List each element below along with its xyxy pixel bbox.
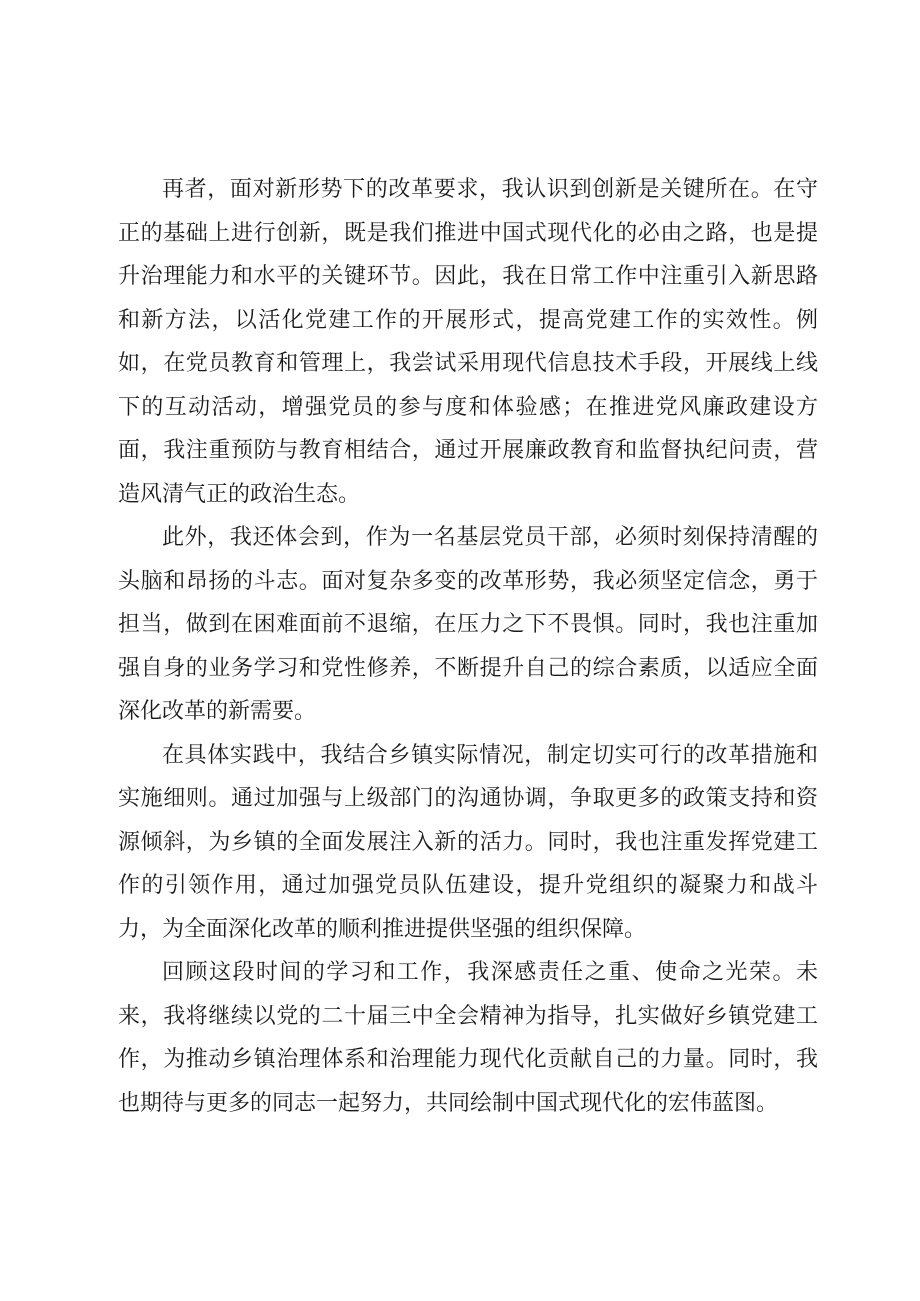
paragraph-awareness: 此外，我还体会到，作为一名基层党员干部，必须时刻保持清醒的头脑和昂扬的斗志。面对复杂多变的改革形势，我必须坚定信念，勇于担当，做到在困难面前不退缩，在压力之下不畏惧。同时，我也注重加强自身的业务学习和党性修养，不断提升自己的综合素质，以适应全面深化改革的新需要。 xyxy=(118,525,818,724)
document-body xyxy=(118,168,818,1125)
paragraph-innovation: 再者，面对新形势下的改革要求，我认识到创新是关键所在。在守正的基础上进行创新，既是我们推进中国式现代化的必由之路，也是提升治理能力和水平的关键环节。因此，我在日常工作中注重引入新思路和新方法，以活化党建工作的开展形式，提高党建工作的实效性。例如，在党员教育和管理上，我尝试采用现代信息技术手段，开展线上线下的互动活动，增强党员的参与度和体验感；在推进党风廉政建设方面，我注重预防与教育相结合，通过开展廉政教育和监督执纪问责，营造风清气正的政治生态。 xyxy=(118,177,818,507)
paragraph-review: 回顾这段时间的学习和工作，我深感责任之重、使命之光荣。未来，我将继续以党的二十届三中全会精神为指导，扎实做好乡镇党建工作，为推动乡镇治理体系和治理能力现代化贡献自己的力量。同时，我也期待与更多的同志一起努力，共同绘制中国式现代化的宏伟蓝图。 xyxy=(118,960,818,1116)
paragraph-practice: 在具体实践中，我结合乡镇实际情况，制定切实可行的改革措施和实施细则。通过加强与上级部门的沟通协调，争取更多的政策支持和资源倾斜，为乡镇的全面发展注入新的活力。同时，我也注重发挥党建工作的引领作用，通过加强党员队伍建设，提升党组织的凝聚力和战斗力，为全面深化改革的顺利推进提供坚强的组织保障。 xyxy=(118,742,818,942)
